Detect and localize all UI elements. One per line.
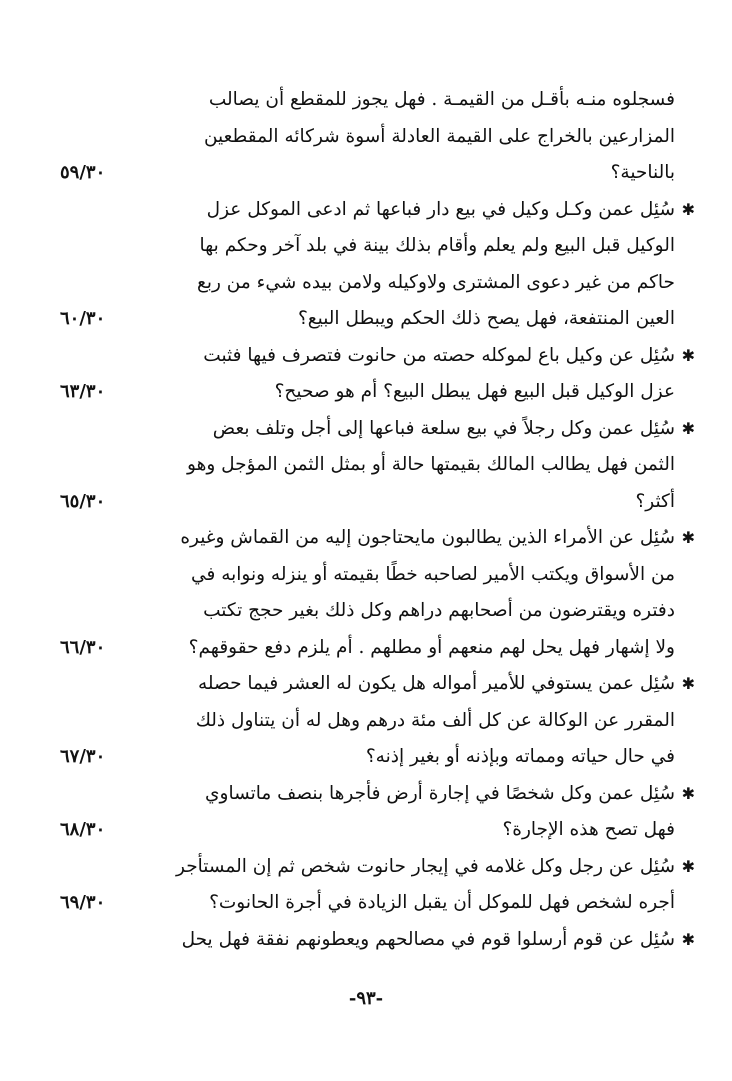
line-text: دفتره ويقترضون من أصحابهم دراهم وكل ذلك بغير حجج تكتب (203, 600, 675, 621)
line-text: سُئِل عمن وكل رجلاً في بيع سلعة فباعها إلى أجل وتلف بعض (212, 417, 675, 439)
asterisk-bullet-icon: ✱ (681, 345, 695, 365)
line-text: فهل تصح هذه الإجارة؟ (502, 819, 675, 840)
text-line (60, 301, 675, 338)
entries-list (60, 82, 695, 958)
text-line (60, 666, 695, 703)
line-text: عزل الوكيل قبل البيع فهل يبطل البيع؟ أم هو صحيح؟ (274, 381, 675, 402)
line-text: سُئِل عن قوم أرسلوا قوم في مصالحهم ويعطونهم نفقة فهل يحل (181, 928, 675, 950)
text-line (60, 338, 695, 375)
text-line (60, 447, 675, 484)
line-text: الوكيل قبل البيع ولم يعلم وأقام بذلك بينة في بلد آخر وحكم بها (199, 235, 675, 256)
reference-number: ٦٦/٣٠ (60, 636, 106, 658)
line-text: سُئِل عن الأمراء الذين يطالبون مايحتاجون إليه من القماش وغيره (180, 527, 675, 548)
line-text: الثمن فهل يطالب المالك بقيمتها حالة أو بمثل الثمن المؤجل وهو (187, 454, 675, 475)
text-line (60, 119, 675, 156)
text-line (60, 411, 695, 448)
line-text: أكثر؟ (635, 490, 675, 512)
line-text: فسجلوه منـه بأقـل من القيمـة . فهل يجوز للمقطع أن يصالب (208, 89, 675, 110)
text-line (60, 192, 695, 229)
line-text: حاكم من غير دعوى المشترى ولاوكيله ولامن بيده شيء من ربع (196, 271, 675, 293)
text-line (60, 484, 675, 521)
text-line (60, 593, 675, 630)
asterisk-bullet-icon: ✱ (681, 856, 695, 876)
asterisk-bullet-icon: ✱ (681, 199, 695, 219)
text-line (60, 520, 695, 557)
text-line (60, 849, 695, 886)
question-entry (60, 666, 695, 776)
text-line (60, 557, 675, 594)
reference-number: ٦٩/٣٠ (60, 892, 106, 913)
text-line (60, 82, 675, 119)
line-text: المقرر عن الوكالة عن كل ألف مئة درهم وهل له أن يتناول ذلك (195, 709, 675, 731)
question-entry (60, 338, 695, 411)
text-line (60, 630, 675, 667)
question-entry (60, 922, 695, 959)
text-line (60, 812, 675, 849)
line-text: العين المنتفعة، فهل يصح ذلك الحكم ويبطل البيع؟ (297, 308, 675, 329)
reference-number: ٦٨/٣٠ (60, 819, 106, 840)
asterisk-bullet-icon: ✱ (681, 528, 695, 547)
line-text: سُئِل عن رجل وكل غلامه في إيجار حانوت شخص ثم إن المستأجر (176, 855, 675, 877)
line-text: سُئِل عمن يستوفي للأمير أمواله هل يكون له العشر فيما حصله (198, 673, 675, 694)
asterisk-bullet-icon: ✱ (681, 418, 695, 438)
question-entry (60, 520, 695, 666)
reference-number: ٦٧/٣٠ (60, 746, 106, 767)
text-line (60, 155, 675, 192)
line-text: سُئِل عمن وكـل وكيل في بيع دار فباعها ثم ادعى الموكل عزل (206, 198, 675, 220)
line-text: من الأسواق ويكتب الأمير لصاحبه خطًا بقيمته أو ينزله ونوابه في (191, 563, 675, 585)
asterisk-bullet-icon: ✱ (681, 929, 695, 949)
line-text: في حال حياته ومماته وبإذنه أو بغير إذنه؟ (365, 746, 675, 767)
reference-number: ٦٣/٣٠ (60, 381, 106, 402)
question-entry (60, 411, 695, 521)
reference-number: ٥٩/٣٠ (60, 162, 106, 183)
line-text: بالناحية؟ (610, 162, 675, 183)
line-text: أجره لشخص فهل للموكل أن يقبل الزيادة في أجرة الحانوت؟ (209, 892, 675, 913)
reference-number: ٦٠/٣٠ (60, 308, 106, 329)
question-entry (60, 776, 695, 849)
page-number: -٩٣- (348, 988, 384, 1009)
question-entry (60, 82, 675, 192)
asterisk-bullet-icon: ✱ (681, 783, 695, 803)
text-line (60, 776, 695, 813)
line-text: المزارعين بالخراج على القيمة العادلة أسوة شركائه المقطعين (203, 125, 675, 147)
text-line (60, 922, 695, 959)
text-line (60, 228, 675, 265)
reference-number: ٦٥/٣٠ (60, 490, 106, 512)
text-line (60, 739, 675, 776)
line-text: ولا إشهار فهل يحل لهم منعهم أو مطلهم . أم يلزم دفع حقوقهم؟ (188, 636, 675, 658)
line-text: سُئِل عمن وكل شخصًا في إجارة أرض فأجرها بنصف ماتساوي (205, 782, 675, 804)
question-entry (60, 192, 695, 338)
text-line (60, 703, 675, 740)
asterisk-bullet-icon: ✱ (681, 674, 695, 693)
text-line (60, 885, 675, 922)
text-line (60, 265, 675, 302)
line-text: سُئِل عن وكيل باع لموكله حصته من حانوت فتصرف فيها فثبت (203, 344, 675, 366)
question-entry (60, 849, 695, 922)
text-line (60, 374, 675, 411)
